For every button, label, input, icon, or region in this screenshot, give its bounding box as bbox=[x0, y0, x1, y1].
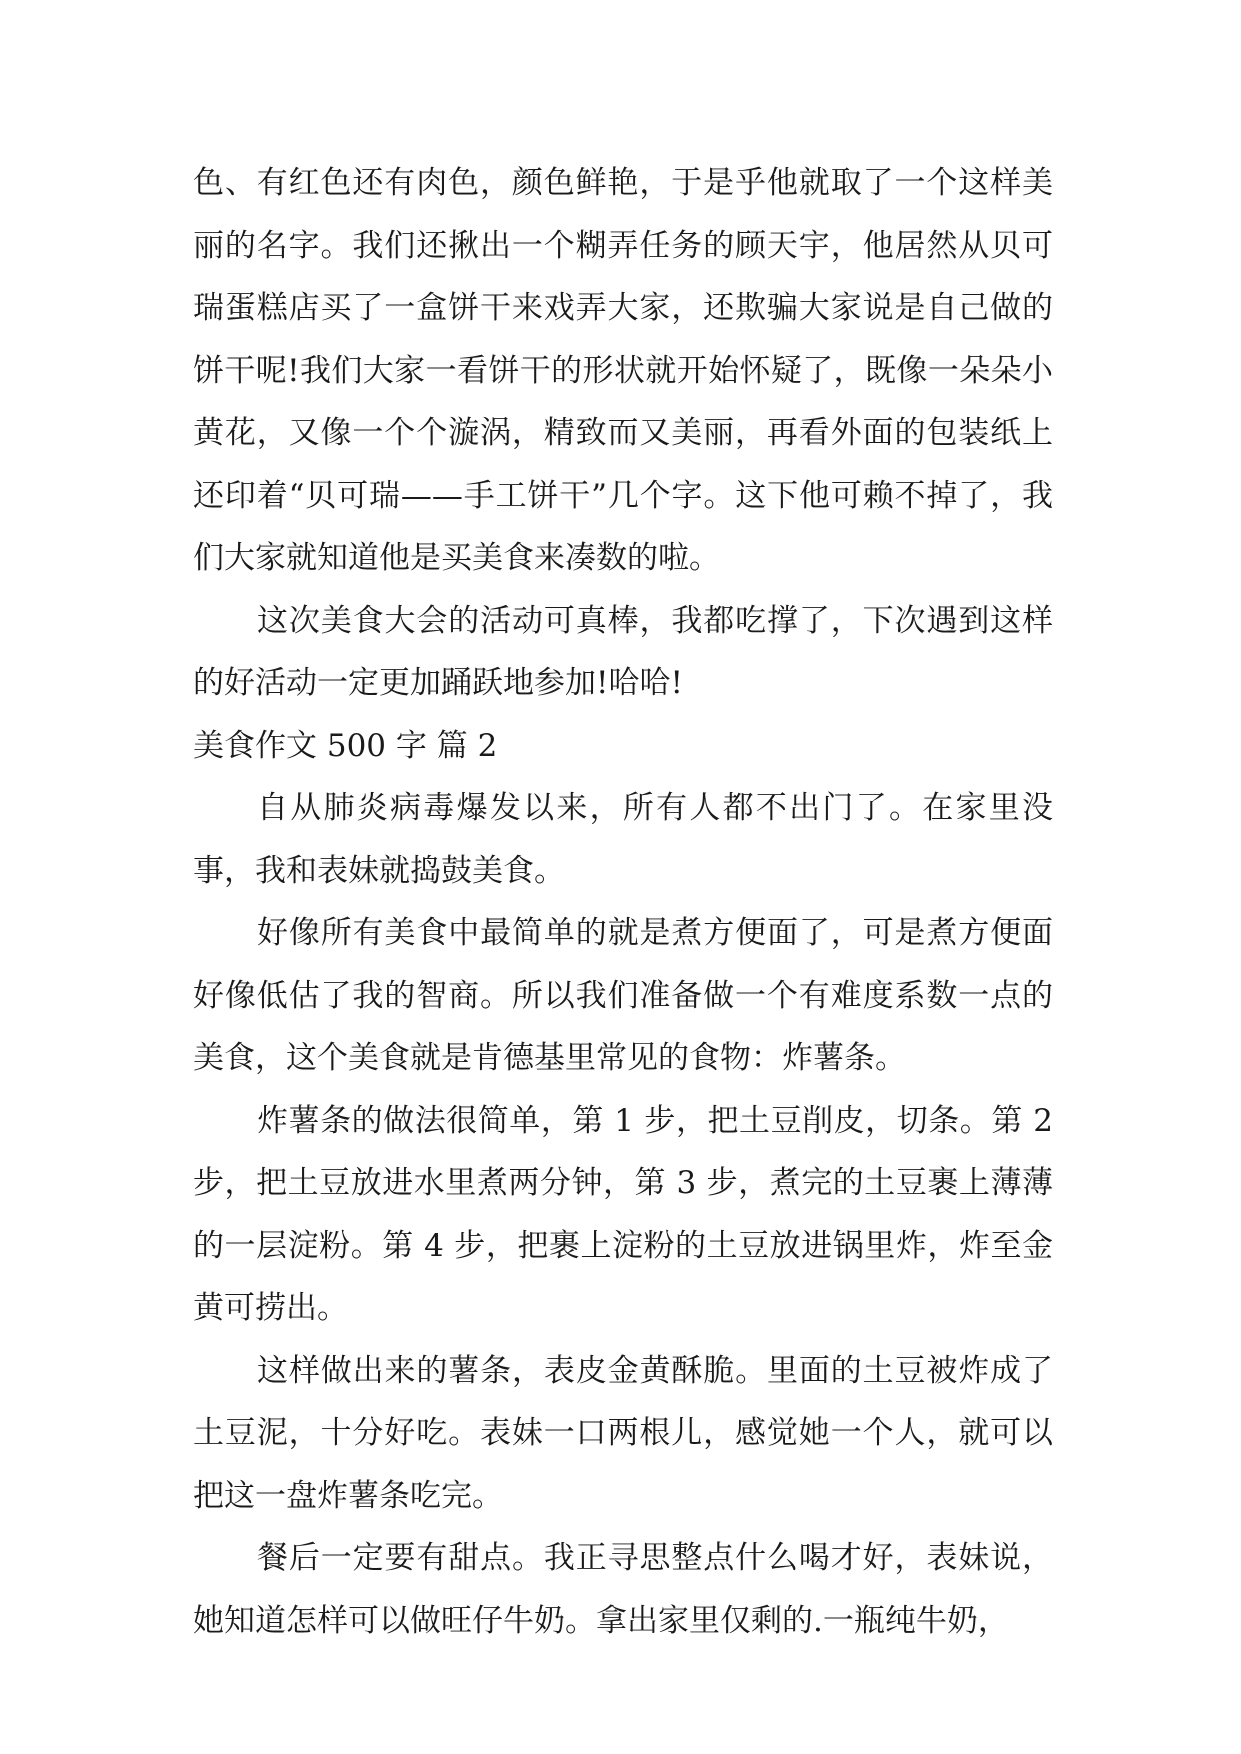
paragraph-continued: 色、有红色还有肉色，颜色鲜艳，于是乎他就取了一个这样美丽的名字。我们还揪出一个糊弄任务的顾天宇，他居然从贝可瑞蛋糕店买了一盒饼干来戏弄大家，还欺骗大家说是自己做的饼干呢!我们大家一看饼干的形状就开始怀疑了，既像一朵朵小黄花，又像一个个漩涡，精致而又美丽，再看外面的包装纸上还印着“贝可瑞——手工饼干”几个字。这下他可赖不掉了，我们大家就知道他是买美食来凑数的啦。 bbox=[193, 165, 1053, 576]
paragraph: 好像所有美食中最简单的就是煮方便面了，可是煮方便面好像低估了我的智商。所以我们准备做一个有难度系数一点的美食，这个美食就是肯德基里常见的食物：炸薯条。 bbox=[193, 915, 1053, 1076]
section-heading: 美食作文 500 字 篇 2 bbox=[193, 727, 498, 764]
document-body bbox=[193, 152, 1053, 1652]
paragraph: 餐后一定要有甜点。我正寻思整点什么喝才好，表妹说，她知道怎样可以做旺仔牛奶。拿出家里仅剩的.一瓶纯牛奶， bbox=[193, 1540, 1053, 1639]
paragraph: 这样做出来的薯条，表皮金黄酥脆。里面的土豆被炸成了土豆泥，十分好吃。表妹一口两根儿，感觉她一个人，就可以把这一盘炸薯条吃完。 bbox=[193, 1352, 1053, 1514]
paragraph: 这次美食大会的活动可真棒，我都吃撑了，下次遇到这样的好活动一定更加踊跃地参加!哈哈! bbox=[193, 602, 1053, 701]
paragraph: 自从肺炎病毒爆发以来，所有人都不出门了。在家里没事，我和表妹就捣鼓美食。 bbox=[193, 790, 1053, 889]
paragraph: 炸薯条的做法很简单，第 1 步，把土豆削皮，切条。第 2 步，把土豆放进水里煮两分钟，第 3 步，煮完的土豆裹上薄薄的一层淀粉。第 4 步，把裹上淀粉的土豆放进锅里炸，炸至金黄可捞出。 bbox=[193, 1102, 1053, 1326]
